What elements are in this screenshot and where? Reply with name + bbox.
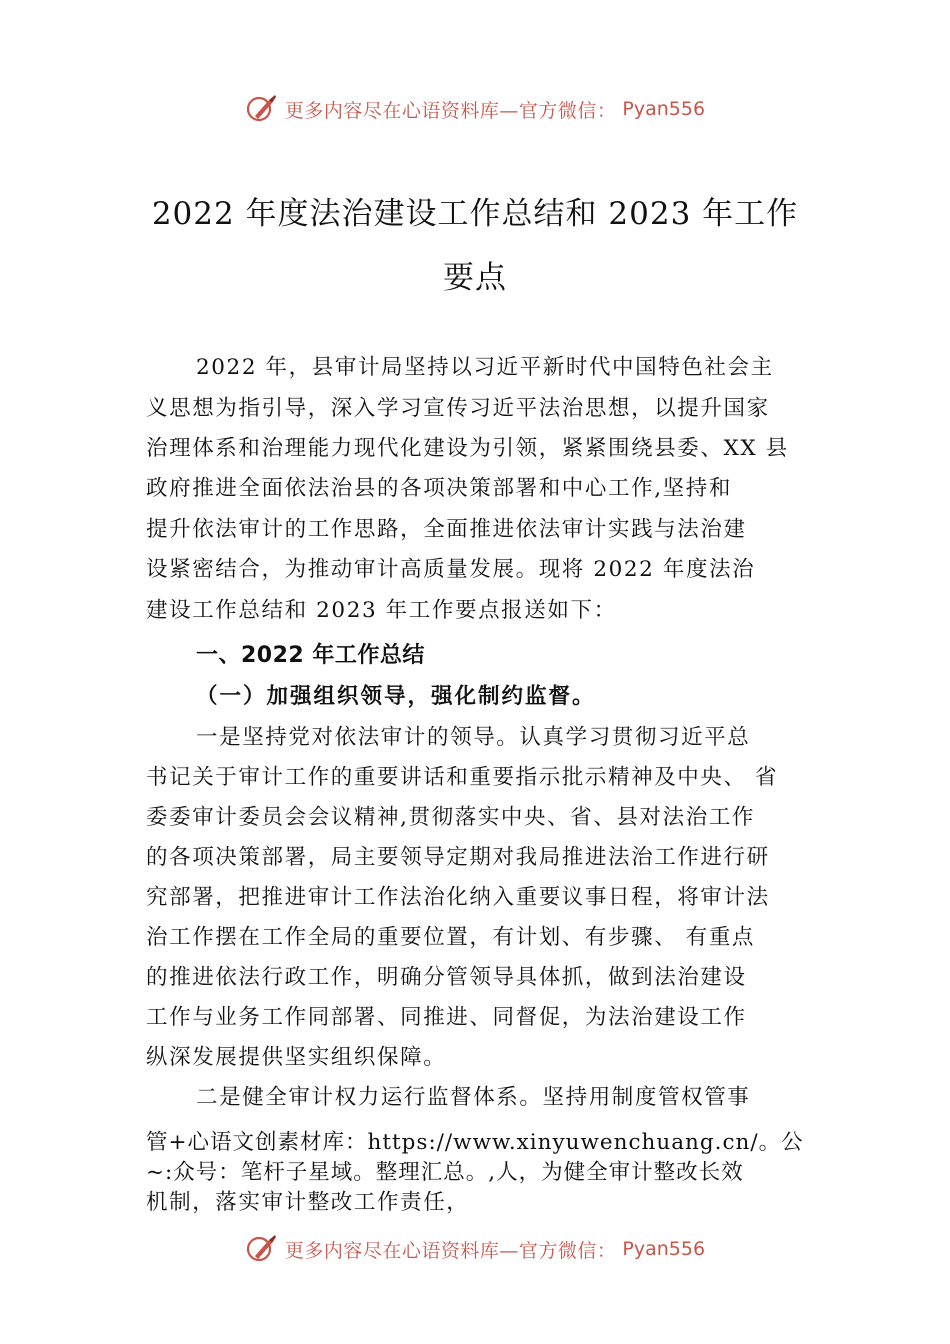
body-line: 委委审计委员会会议精神,贯彻落实中央、省、县对法治工作 [146,805,756,830]
watermark-footer [0,1232,950,1271]
body-line: 机制，落实审计整改工作责任， [146,1190,470,1215]
pen-nib-logo-icon [245,1232,279,1266]
watermark-text: 更多内容尽在心语资料库—官方微信： [284,99,617,122]
watermark-wechat-id: Pyan556 [622,1238,706,1260]
body-line: 设紧密结合，为推动审计高质量发展。现将 2022 年度法治 [146,557,756,582]
body-line: 管+心语文创素材库：https://www.xinyuwenchuang.cn/。公 [146,1130,804,1155]
body-line: 政府推进全面依法治县的各项决策部署和中心工作,坚持和 [146,476,732,501]
watermark-text: 更多内容尽在心语资料库—官方微信： [284,1239,617,1262]
watermark-wechat-id: Pyan556 [622,98,706,120]
body-line: 义思想为指引导，深入学习宣传习近平法治思想，以提升国家 [146,396,770,421]
watermark-header [0,92,950,131]
body-line: 建设工作总结和 2023 年工作要点报送如下： [146,598,617,623]
body-line: 的推进依法行政工作，明确分管领导具体抓，做到法治建设 [146,965,747,990]
body-line: ~:众号：笔杆子星域。整理汇总。,人，为健全审计整改长效 [146,1160,744,1185]
body-line: 的各项决策部署，局主要领导定期对我局推进法治工作进行研 [146,845,770,870]
body-line: 2022 年，县审计局坚持以习近平新时代中国特色社会主 [196,355,774,380]
body-line: 究部署，把推进审计工作法治化纳入重要议事日程，将审计法 [146,885,770,910]
body-line: 提升依法审计的工作思路，全面推进依法审计实践与法治建 [146,517,747,542]
body-line: 治工作摆在工作全局的重要位置，有计划、有步骤、 有重点 [146,925,756,950]
document-title-line-2: 要点 [443,260,507,296]
body-line: 二是健全审计权力运行监督体系。坚持用制度管权管事 [196,1085,751,1110]
body-line: 治理体系和治理能力现代化建设为引领，紧紧围绕县委、XX 县 [146,436,789,461]
body-line: 工作与业务工作同部署、同推进、同督促，为法治建设工作 [146,1005,747,1030]
section-heading: 一、2022 年工作总结 [196,643,425,668]
subsection-heading: （一）加强组织领导，强化制约监督。 [196,684,596,709]
body-line: 纵深发展提供坚实组织保障。 [146,1045,447,1070]
document-title-line-1: 2022 年度法治建设工作总结和 2023 年工作 [151,196,799,232]
body-line: 一是坚持党对依法审计的领导。认真学习贯彻习近平总 [196,725,751,750]
pen-nib-logo-icon [245,92,279,126]
body-line: 书记关于审计工作的重要讲话和重要指示批示精神及中央、 省 [146,765,779,790]
